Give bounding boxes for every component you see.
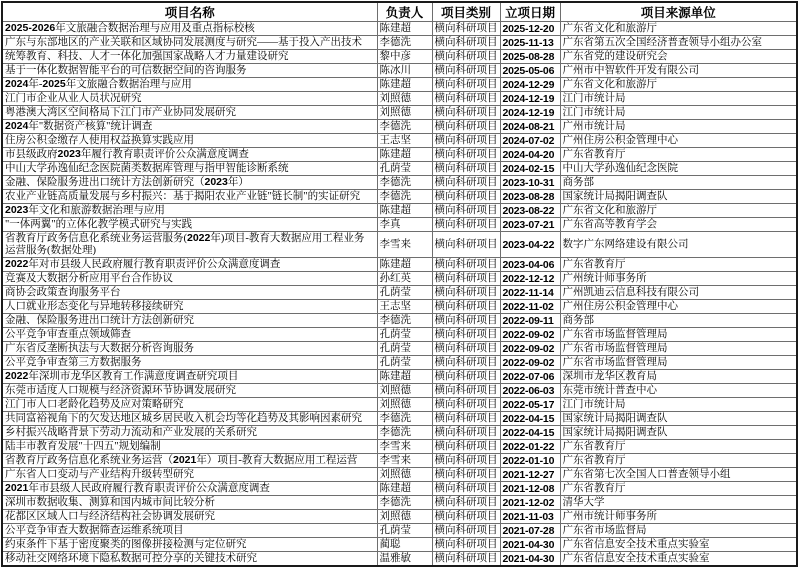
leader-cell: 孔荫莹 [377,162,432,176]
date-cell: 2023-08-28 [500,190,560,204]
table-row [2,258,797,272]
name-cell: 江门市企业从业人员状况研究 [2,92,377,106]
date-cell: 2024-12-29 [500,78,560,92]
leader-cell: 黎中彦 [377,50,432,64]
col-header-source-unit: 项目来源单位 [560,2,797,22]
table-header-row [2,2,797,22]
source-cell: 广州住房公积金管理中心 [560,300,797,314]
date-cell: 2022-09-02 [500,328,560,342]
table-row [2,426,797,440]
category-cell: 横向科研项目 [432,370,500,384]
category-cell: 横向科研项目 [432,148,500,162]
leader-cell: 蔺聪 [377,538,432,552]
table-row [2,370,797,384]
col-header-leader: 负责人 [377,2,432,22]
date-cell: 2021-07-28 [500,524,560,538]
date-cell: 2024-12-19 [500,92,560,106]
table-row [2,356,797,370]
leader-cell: 孔荫莹 [377,328,432,342]
category-cell: 横向科研项目 [432,496,500,510]
table-row [2,412,797,426]
category-cell: 横向科研项目 [432,64,500,78]
leader-cell: 陈建超 [377,258,432,272]
source-cell: 国家统计局揭阳调查队 [560,412,797,426]
leader-cell: 陈建超 [377,78,432,92]
name-cell: 东莞市适度人口规模与经济资源环节协调发展研究 [2,384,377,398]
name-cell: 深圳市数据收集、测算和国内城市间比较分析 [2,496,377,510]
category-cell: 横向科研项目 [432,258,500,272]
leader-cell: 陈建超 [377,22,432,36]
source-cell: 广东省教育厅 [560,454,797,468]
table-row [2,552,797,567]
name-cell: 乡村振兴战略背景下劳动力流动和产业发展的关系研究 [2,426,377,440]
table-row [2,286,797,300]
leader-cell: 李德洗 [377,496,432,510]
date-cell: 2023-10-31 [500,176,560,190]
date-cell: 2024-07-02 [500,134,560,148]
date-cell: 2021-12-08 [500,482,560,496]
name-cell: 2022年深圳市龙华区教育工作满意度调查研究项目 [2,370,377,384]
projects-table [1,1,798,567]
category-cell: 横向科研项目 [432,426,500,440]
category-cell: 横向科研项目 [432,92,500,106]
source-cell: 国家统计局揭阳调查队 [560,426,797,440]
leader-cell: 李雪来 [377,232,432,258]
table-row [2,36,797,50]
leader-cell: 陈建超 [377,370,432,384]
table-row [2,384,797,398]
name-cell: 2023年文化和旅游数据治理与应用 [2,204,377,218]
source-cell: 江门市统计局 [560,106,797,120]
name-cell: 市县级政府2023年履行教育职责评价公众满意度调查 [2,148,377,162]
table-row [2,78,797,92]
leader-cell: 李雪来 [377,440,432,454]
table-row [2,50,797,64]
col-header-project-name: 项目名称 [2,2,377,22]
date-cell: 2022-09-02 [500,342,560,356]
source-cell: 广东省文化和旅游厅 [560,78,797,92]
source-cell: 东莞市统计普查中心 [560,384,797,398]
table-row [2,496,797,510]
source-cell: 广东省高等教育学会 [560,218,797,232]
name-cell: 金融、保险服务进出口统计方法创新研究 [2,314,377,328]
source-cell: 广东省市场监督局 [560,524,797,538]
category-cell: 横向科研项目 [432,300,500,314]
date-cell: 2023-04-22 [500,232,560,258]
leader-cell: 刘照德 [377,384,432,398]
col-header-date: 立项日期 [500,2,560,22]
source-cell: 广东省第七次全国人口普查领导小组 [560,468,797,482]
source-cell: 深圳市龙华区教育局 [560,370,797,384]
category-cell: 横向科研项目 [432,524,500,538]
table-row [2,162,797,176]
source-cell: 广东省教育厅 [560,148,797,162]
name-cell: 花都区区域人口与经济结构社会协调发展研究 [2,510,377,524]
leader-cell: 陈冰川 [377,64,432,78]
table-row [2,524,797,538]
name-cell: "一体两翼"的立体化教学模式研究与实践 [2,218,377,232]
leader-cell: 陈建超 [377,204,432,218]
table-row [2,454,797,468]
source-cell: 江门市统计局 [560,92,797,106]
category-cell: 横向科研项目 [432,412,500,426]
date-cell: 2024-08-21 [500,120,560,134]
leader-cell: 刘照德 [377,106,432,120]
date-cell: 2025-08-28 [500,50,560,64]
category-cell: 横向科研项目 [432,176,500,190]
date-cell: 2025-05-06 [500,64,560,78]
category-cell: 横向科研项目 [432,78,500,92]
name-cell: 移动社交网络环境下隐私数据可控分享的关键技术研究 [2,552,377,567]
table-row [2,120,797,134]
date-cell: 2023-04-06 [500,258,560,272]
table-row [2,204,797,218]
category-cell: 横向科研项目 [432,286,500,300]
category-cell: 横向科研项目 [432,468,500,482]
category-cell: 横向科研项目 [432,328,500,342]
date-cell: 2021-12-02 [500,496,560,510]
leader-cell: 孔荫莹 [377,356,432,370]
table-row [2,22,797,36]
name-cell: 基于一体化数据智能平台的可信数据空间的咨询服务 [2,64,377,78]
source-cell: 广东省信息安全技术重点实验室 [560,538,797,552]
leader-cell: 刘照德 [377,468,432,482]
name-cell: 人口就业形态变化与异地转移接续研究 [2,300,377,314]
source-cell: 广东省市场监督管理局 [560,356,797,370]
leader-cell: 孔荫莹 [377,524,432,538]
source-cell: 广州住房公积金管理中心 [560,134,797,148]
leader-cell: 王志坚 [377,134,432,148]
name-cell: 公平竞争审查大数据筛查运维系统项目 [2,524,377,538]
table-row [2,106,797,120]
table-row [2,272,797,286]
leader-cell: 孔荫莹 [377,342,432,356]
date-cell: 2024-02-15 [500,162,560,176]
source-cell: 广州市统计局 [560,120,797,134]
leader-cell: 李德洗 [377,120,432,134]
leader-cell: 刘照德 [377,398,432,412]
source-cell: 广东省教育厅 [560,482,797,496]
table-row [2,440,797,454]
source-cell: 中山大学孙逸仙纪念医院 [560,162,797,176]
date-cell: 2022-04-15 [500,412,560,426]
category-cell: 横向科研项目 [432,22,500,36]
category-cell: 横向科研项目 [432,552,500,567]
source-cell: 商务部 [560,176,797,190]
name-cell: 中山大学孙逸仙纪念医院菌类数据库管理与指甲智能诊断系统 [2,162,377,176]
leader-cell: 李德洗 [377,426,432,440]
leader-cell: 李德洗 [377,176,432,190]
name-cell: 2021年市县级人民政府履行教育职责评价公众满意度调查 [2,482,377,496]
source-cell: 国家统计局揭阳调查队 [560,190,797,204]
leader-cell: 孔荫莹 [377,286,432,300]
date-cell: 2022-05-17 [500,398,560,412]
name-cell: 农业产业链高质量发展与乡村振兴：基于揭阳农业产业链"链长制"的实证研究 [2,190,377,204]
category-cell: 横向科研项目 [432,120,500,134]
name-cell: 广东省人口变动与产业结构升级转型研究 [2,468,377,482]
table-row [2,134,797,148]
source-cell: 广东省第五次全国经济普查领导小组办公室 [560,36,797,50]
name-cell: 住房公积金缴存人使用权益换算实践应用 [2,134,377,148]
leader-cell: 陈建超 [377,482,432,496]
source-cell: 广东省文化和旅游厅 [560,204,797,218]
name-cell: 共同富裕视角下的欠发达地区城乡居民收入机会均等化趋势及其影响因素研究 [2,412,377,426]
name-cell: 粤港澳大湾区空间格局下江门市产业协同发展研究 [2,106,377,120]
source-cell: 广东省文化和旅游厅 [560,22,797,36]
col-header-category: 项目类别 [432,2,500,22]
category-cell: 横向科研项目 [432,272,500,286]
leader-cell: 李德洗 [377,412,432,426]
name-cell: 公平竞争审查第三方数据服务 [2,356,377,370]
name-cell: 公平竞争审查重点领域筛查 [2,328,377,342]
date-cell: 2022-04-15 [500,426,560,440]
source-cell: 广州市中智软件开发有限公司 [560,64,797,78]
category-cell: 横向科研项目 [432,482,500,496]
category-cell: 横向科研项目 [432,134,500,148]
table-row [2,190,797,204]
table-row [2,482,797,496]
date-cell: 2022-06-03 [500,384,560,398]
table-row [2,176,797,190]
table-row [2,328,797,342]
leader-cell: 刘照德 [377,92,432,106]
date-cell: 2023-08-22 [500,204,560,218]
table-row [2,538,797,552]
date-cell: 2021-04-30 [500,552,560,567]
name-cell: 金融、保险服务进出口统计方法创新研究（2023年） [2,176,377,190]
name-cell: 2025-2026年文旅融合数据治理与应用及重点指标校核 [2,22,377,36]
leader-cell: 陈建超 [377,148,432,162]
category-cell: 横向科研项目 [432,384,500,398]
source-cell: 江门市统计局 [560,398,797,412]
category-cell: 横向科研项目 [432,204,500,218]
leader-cell: 李德洗 [377,36,432,50]
name-cell: 江门市人口老龄化趋势及应对策略研究 [2,398,377,412]
category-cell: 横向科研项目 [432,218,500,232]
date-cell: 2021-12-27 [500,468,560,482]
category-cell: 横向科研项目 [432,398,500,412]
date-cell: 2022-09-11 [500,314,560,328]
name-cell: 省教育厅政务信息化系统业务运营（2021年）项目-教育大数据应用工程运营 [2,454,377,468]
source-cell: 广东省信息安全技术重点实验室 [560,552,797,567]
name-cell: 2022年对市县级人民政府履行教育职责评价公众满意度调查 [2,258,377,272]
category-cell: 横向科研项目 [432,50,500,64]
category-cell: 横向科研项目 [432,314,500,328]
date-cell: 2025-12-20 [500,22,560,36]
date-cell: 2022-07-06 [500,370,560,384]
leader-cell: 李雪来 [377,454,432,468]
source-cell: 广东省市场监督管理局 [560,328,797,342]
table-row [2,218,797,232]
table-row [2,510,797,524]
date-cell: 2025-11-13 [500,36,560,50]
name-cell: 省教育厅政务信息化系统业务运营服务(2022年)项目-教育大数据应用工程业务运营服务(数据处理) [2,232,377,258]
leader-cell: 王志坚 [377,300,432,314]
category-cell: 横向科研项目 [432,510,500,524]
source-cell: 广州市统计师事务所 [560,510,797,524]
source-cell: 广东省教育厅 [560,258,797,272]
category-cell: 横向科研项目 [432,342,500,356]
category-cell: 横向科研项目 [432,162,500,176]
name-cell: 2024年"数据资产核算"统计调查 [2,120,377,134]
date-cell: 2024-04-20 [500,148,560,162]
name-cell: 广东省反垄断执法与大数据分析咨询服务 [2,342,377,356]
table-row [2,300,797,314]
category-cell: 横向科研项目 [432,106,500,120]
date-cell: 2022-01-22 [500,440,560,454]
category-cell: 横向科研项目 [432,232,500,258]
category-cell: 横向科研项目 [432,190,500,204]
leader-cell: 孙红英 [377,272,432,286]
source-cell: 数字广东网络建设有限公司 [560,232,797,258]
name-cell: 约束条件下基于密度聚类的图像拼接检测与定位研究 [2,538,377,552]
name-cell: 2024年-2025年文旅融合数据治理与应用 [2,78,377,92]
name-cell: 广东与东部地区的产业关联和区域协同发展测度与研究——基于投入产出技术 [2,36,377,50]
date-cell: 2021-11-03 [500,510,560,524]
source-cell: 广州统计师事务所 [560,272,797,286]
table-row [2,232,797,258]
category-cell: 横向科研项目 [432,538,500,552]
category-cell: 横向科研项目 [432,454,500,468]
category-cell: 横向科研项目 [432,356,500,370]
date-cell: 2024-12-19 [500,106,560,120]
table-row [2,148,797,162]
source-cell: 商务部 [560,314,797,328]
leader-cell: 李德洗 [377,190,432,204]
source-cell: 广东省市场监督管理局 [560,342,797,356]
category-cell: 横向科研项目 [432,440,500,454]
date-cell: 2022-01-10 [500,454,560,468]
table-row [2,398,797,412]
name-cell: 统筹教育、科技、人才一体化加强国家战略人才力量建设研究 [2,50,377,64]
source-cell: 广东省教育厅 [560,440,797,454]
leader-cell: 李真 [377,218,432,232]
source-cell: 清华大学 [560,496,797,510]
table-row [2,92,797,106]
date-cell: 2022-12-12 [500,272,560,286]
date-cell: 2023-07-21 [500,218,560,232]
table-row [2,468,797,482]
date-cell: 2022-11-14 [500,286,560,300]
leader-cell: 刘照德 [377,510,432,524]
source-cell: 广东省党的建设研究会 [560,50,797,64]
date-cell: 2021-04-30 [500,538,560,552]
table-row [2,342,797,356]
source-cell: 广州凯迪云信息科技有限公司 [560,286,797,300]
date-cell: 2022-09-02 [500,356,560,370]
leader-cell: 李德洗 [377,314,432,328]
leader-cell: 温雅敏 [377,552,432,567]
table-row [2,64,797,78]
name-cell: 陆丰市教育发展"十四五"规划编制 [2,440,377,454]
category-cell: 横向科研项目 [432,36,500,50]
name-cell: 竞赛及大数据分析应用平台合作协议 [2,272,377,286]
name-cell: 商协会政策查询服务平台 [2,286,377,300]
projects-table-body [2,22,797,567]
table-row [2,314,797,328]
date-cell: 2022-11-02 [500,300,560,314]
